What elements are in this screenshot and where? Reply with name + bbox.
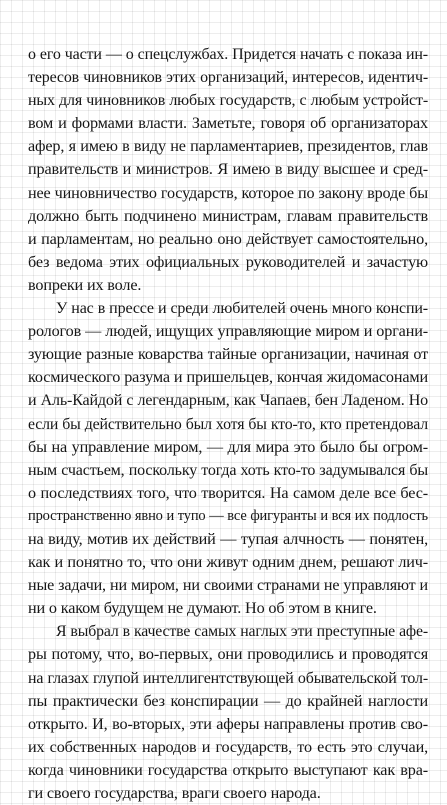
text-line: ни о каком будущем не думают. Но об этом в книге. (28, 599, 377, 618)
paragraph-2 (28, 297, 428, 620)
text-line: на виду, мотив их действий — тупая алчность — понятен, (28, 529, 428, 548)
text-line: о последствиях того, что творится. На самом деле все бес- (28, 483, 428, 502)
page-text (28, 43, 428, 805)
text-line: ные задачи, ни миром, ни своими странами не управляют и (28, 577, 428, 595)
text-line: на глазах глупой интеллигентствующей обывательской тол- (28, 669, 428, 687)
text-line: бы на управление миром, — для мира это было бы огром- (28, 437, 428, 456)
text-line: ных для чиновников любых государств, с любым устройст- (28, 92, 428, 110)
text-line: о его части — о спецслужбах. Придется начать с показа ин- (28, 46, 428, 63)
text-line: У нас в прессе и среди любителей очень много конспи- (56, 300, 428, 318)
text-line: Я выбрал в качестве самых наглых эти преступные афе- (56, 623, 428, 641)
text-line: ры потому, что, во-первых, они проводились и проводятся (28, 645, 428, 664)
text-line: открыто. И, во-вторых, эти аферы направлены против сво- (28, 714, 428, 733)
text-line: ги своего государства, враги своего народа. (28, 784, 321, 802)
text-line: правительств и министров. Я имею в виду высшее и сред- (28, 160, 428, 179)
text-line: ным счастьем, поскольку тогда хоть кто-то задумывался бы (28, 461, 428, 479)
text-line: если бы действительно был хотя бы кто-то, кто претендовал (28, 415, 428, 433)
text-line: космического разума и пришельцев, кончая жидомасонами (28, 368, 428, 387)
text-line: должно быть подчинено министрам, главам правительств (28, 206, 428, 225)
paragraph-3 (28, 620, 428, 805)
text-line: как и понятно то, что они живут одним днем, решают лич- (28, 553, 428, 572)
text-line: когда чиновники государства открыто выступают как вра- (28, 760, 428, 779)
text-line: рологов — людей, ищущих управляющие миром и органи- (28, 322, 428, 341)
text-line: и парламентам, но реально оно действует самостоятельно, (28, 229, 428, 248)
text-line: тересов чиновников этих организаций, интересов, идентич- (28, 69, 428, 87)
text-line: вопреки их воле. (28, 275, 142, 294)
text-line: зующие разные коварства тайные организации, начиная от (28, 345, 428, 364)
text-line: без ведома этих официальных руководителей и зачастую (28, 252, 428, 271)
text-line: вом и формами власти. Заметьте, говоря об организаторах (28, 114, 428, 133)
paragraph-1 (28, 43, 428, 297)
text-line: нее чиновничество государств, которое по закону вроде бы (28, 183, 428, 202)
text-line: и Аль-Кайдой с легендарным, как Чапаев, бен Ладеном. Но (28, 392, 428, 410)
text-line: их собственных народов и государств, то есть это случаи, (28, 737, 428, 756)
text-line: пространственно явно и тупо — все фигуранты и вся их подлость (28, 507, 428, 524)
text-line: пы практически без конспирации — до крайней наглости (28, 691, 428, 710)
text-line: афер, я имею в виду не парламентариев, президентов, глав (28, 137, 428, 156)
